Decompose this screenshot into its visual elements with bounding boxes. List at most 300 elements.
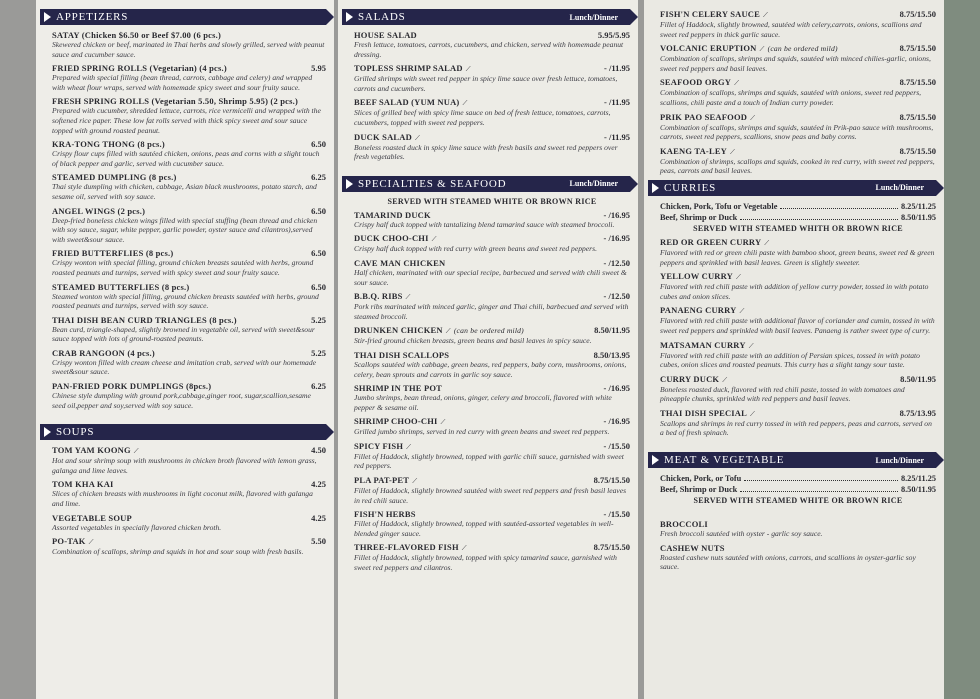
section-title: SPECIALTIES & SEAFOOD bbox=[358, 177, 507, 190]
menu-item-header bbox=[660, 543, 936, 553]
item-name bbox=[354, 258, 445, 268]
item-price: 4.25 bbox=[311, 512, 326, 523]
item-price: 5.95/5.95 bbox=[597, 30, 630, 40]
item-description: Combination of scallops, shrimp and squids in hot and sour soup with fresh basils. bbox=[52, 547, 304, 557]
item-name bbox=[660, 112, 755, 123]
menu-item bbox=[354, 350, 630, 379]
item-name-text: FISH'N CELERY SAUCE bbox=[660, 9, 761, 19]
item-name-text: FRIED SPRING ROLLS (Vegetarian) (4 pcs.) bbox=[52, 63, 227, 74]
section-subtitle: Lunch/Dinner bbox=[569, 179, 618, 189]
item-name-text: DUCK SALAD bbox=[354, 131, 412, 142]
item-name bbox=[52, 139, 165, 149]
menu-item-header bbox=[354, 210, 630, 220]
section-header-meat-vegetable bbox=[648, 452, 936, 468]
option-price: 8.50/11.95 bbox=[900, 212, 936, 222]
item-price: 5.25 bbox=[311, 347, 326, 358]
item-name bbox=[354, 350, 449, 360]
item-description: Prepared with cucumber, shredded lettuce, carrots, rice vermicelli and wrapped with the softened rice paper. These low fat rolls served with thick spicy sweet and sour sauce topped with ground roasted peanut. bbox=[52, 106, 321, 135]
menu-item-header bbox=[660, 408, 936, 419]
served-note: SERVED WITH STEAMED WHITE OR BROWN RICE bbox=[387, 196, 597, 206]
item-price: - /15.50 bbox=[603, 509, 630, 520]
item-name bbox=[354, 97, 468, 108]
item-price: 8.50/11.95 bbox=[594, 325, 630, 336]
menu-item-header bbox=[354, 233, 630, 244]
item-description: Flavored with red or green chili paste with bamboo shoot, green beans, sweet red & green peppers and sprinkled with basil leaves. Green is slightly sweeter. bbox=[660, 247, 935, 267]
item-price: - /12.50 bbox=[603, 257, 630, 268]
item-name-text: RED OR GREEN CURRY bbox=[660, 236, 762, 247]
menu-item-header bbox=[354, 325, 630, 336]
menu-item-header bbox=[354, 30, 630, 40]
item-name-text: SPICY FISH bbox=[354, 440, 404, 451]
item-name bbox=[52, 536, 94, 547]
spicy-icon: ⟋ bbox=[722, 375, 728, 384]
price-option bbox=[660, 201, 936, 212]
item-name bbox=[354, 210, 431, 220]
spicy-icon: ⟋ bbox=[461, 544, 467, 553]
item-name-text: HOUSE SALAD bbox=[354, 30, 417, 40]
item-description: Crispy flour cups filled with sautéed chicken, onions, peas and corns with a slight touch of black pepper and garlic, served with cucumber sauce. bbox=[52, 149, 320, 168]
menu-item bbox=[354, 233, 630, 254]
item-price: - /11.95 bbox=[604, 131, 630, 142]
item-name bbox=[52, 315, 237, 325]
section-title: CURRIES bbox=[664, 181, 717, 194]
menu-item bbox=[354, 383, 630, 412]
menu-item bbox=[354, 97, 630, 127]
menu-item bbox=[52, 30, 326, 59]
menu-item-header bbox=[52, 172, 326, 182]
menu-item bbox=[354, 63, 630, 93]
item-price: 6.25 bbox=[311, 381, 326, 392]
menu-column-1 bbox=[36, 0, 334, 699]
menu-item-header bbox=[52, 315, 326, 325]
item-name-text: THREE-FLAVORED FISH bbox=[354, 542, 459, 553]
item-description: Stir-fried ground chicken breasts, green beans and basil leaves in spicy sauce. bbox=[354, 336, 592, 346]
item-name bbox=[354, 542, 467, 553]
spicy-icon: ⟋ bbox=[133, 447, 139, 456]
item-description: Bean curd, triangle-shaped, slightly browned in vegetable oil, served with sweet&sour sauce topped with lots of ground-roasted peanuts. bbox=[52, 324, 315, 344]
item-name bbox=[660, 340, 754, 351]
option-price: 8.25/11.25 bbox=[900, 474, 936, 484]
spicy-icon: ⟋ bbox=[406, 442, 412, 451]
item-price: 5.50 bbox=[311, 536, 326, 547]
menu-item bbox=[660, 237, 936, 267]
option-price: 8.50/11.95 bbox=[900, 485, 936, 495]
item-name bbox=[660, 237, 769, 248]
item-description: Thai style dumpling with chicken, cabbage, Asian black mushrooms, potato starch, and sesame oil, served with soy sauce. bbox=[52, 182, 317, 201]
background-edge bbox=[944, 0, 980, 699]
menu-item bbox=[52, 381, 326, 410]
item-name-text: THAI DISH SPECIAL bbox=[660, 407, 748, 418]
menu-item bbox=[354, 258, 630, 287]
item-name-text: SHRIMP CHOO-CHI bbox=[354, 416, 438, 427]
item-name bbox=[660, 271, 741, 282]
item-description: Grilled shrimps with sweet red pepper in spicy lime sauce over fresh lettuce, tomatoes, carrots and cucumbers. bbox=[354, 74, 618, 93]
menu-item-header bbox=[354, 350, 630, 360]
menu-item bbox=[52, 139, 326, 168]
item-name-text: MATSAMAN CURRY bbox=[660, 339, 746, 350]
menu-item-header bbox=[52, 206, 326, 216]
item-name-text: CAVE MAN CHICKEN bbox=[354, 257, 446, 268]
item-name-text: CURRY DUCK bbox=[660, 373, 720, 384]
item-name-text: ANGEL WINGS (2 pcs.) bbox=[52, 205, 146, 216]
spacer bbox=[354, 166, 630, 176]
item-description: Scallops sautéed with cabbage, green beans, red peppers, baby corn, mushrooms, onions, celery, bean sprouts and carrots in garlic soy sauce. bbox=[354, 359, 627, 379]
price-option bbox=[660, 473, 936, 484]
spicy-icon: ⟋ bbox=[750, 113, 756, 122]
order-note: (can be ordered mild) bbox=[767, 44, 838, 54]
item-name-text: TOPLESS SHRIMP SALAD bbox=[354, 63, 463, 74]
menu-item-header bbox=[52, 30, 326, 40]
menu-item bbox=[660, 9, 936, 39]
item-name-text: BEEF SALAD (YUM NUA) bbox=[354, 97, 460, 108]
spicy-icon: ⟋ bbox=[412, 477, 418, 486]
menu-item bbox=[660, 340, 936, 370]
item-name bbox=[52, 248, 173, 258]
item-description: Crispy wonton filled with cream cheese and imitation crab, served with our homemade sweet&sour sauce. bbox=[52, 357, 316, 377]
menu-item bbox=[52, 513, 326, 533]
item-price: 8.75/15.50 bbox=[899, 43, 936, 54]
item-name-text: VEGETABLE SOUP bbox=[52, 512, 132, 523]
item-name bbox=[660, 543, 725, 553]
spicy-icon: ⟋ bbox=[739, 307, 745, 316]
item-name-text: BROCCOLI bbox=[660, 519, 708, 530]
menu-item-header bbox=[354, 63, 630, 74]
item-name-text: VOLCANIC ERUPTION bbox=[660, 43, 757, 54]
spicy-icon: ⟋ bbox=[748, 341, 754, 350]
item-name bbox=[660, 408, 755, 419]
item-name bbox=[660, 519, 708, 529]
item-description: Fillet of Haddock, slightly browned, sautéed with celery,carrots, onions, scallions and sweet red peppers in thick garlic sauce. bbox=[660, 20, 922, 39]
menu-item bbox=[354, 542, 630, 572]
item-price: 8.75/13.95 bbox=[899, 407, 936, 418]
menu-item bbox=[660, 43, 936, 73]
item-price: 6.50 bbox=[311, 248, 326, 259]
menu-item bbox=[660, 77, 936, 107]
menu-item-header bbox=[660, 146, 936, 157]
item-name bbox=[52, 30, 221, 40]
menu-item-header bbox=[660, 237, 936, 248]
item-description: Pork ribs marinated with minced garlic, ginger and Thai chili, barbecued and served with steamed broccoli. bbox=[354, 302, 629, 321]
menu-item bbox=[660, 408, 936, 438]
item-price: 4.25 bbox=[311, 479, 326, 490]
item-name-text: TAMARIND DUCK bbox=[354, 209, 431, 220]
menu-column-3 bbox=[644, 0, 944, 699]
item-name bbox=[354, 441, 411, 452]
item-description: Steamed wonton with special filling, ground chicken breasts sautéed with herbs, ground roasted peanuts and turnips, served with soy sauce. bbox=[52, 291, 319, 311]
menu-item-header bbox=[660, 271, 936, 282]
menu-item bbox=[660, 112, 936, 142]
item-name bbox=[354, 30, 417, 40]
menu-item-header bbox=[52, 479, 326, 489]
item-name bbox=[354, 63, 471, 74]
item-price: 6.25 bbox=[311, 172, 326, 183]
item-price: 8.75/15.50 bbox=[899, 77, 936, 88]
menu-item bbox=[354, 132, 630, 162]
menu-item-header bbox=[660, 112, 936, 123]
spicy-icon: ⟋ bbox=[764, 238, 770, 247]
spicy-icon: ⟋ bbox=[405, 293, 411, 302]
item-price: 8.50/13.95 bbox=[593, 349, 630, 360]
menu-item-header bbox=[660, 43, 936, 54]
menu-item-header bbox=[52, 513, 326, 523]
section-subtitle: Lunch/Dinner bbox=[875, 455, 924, 465]
item-name-text: YELLOW CURRY bbox=[660, 271, 734, 282]
menu-item bbox=[660, 271, 936, 301]
menu-item-header bbox=[354, 383, 630, 393]
menu-item bbox=[52, 96, 326, 135]
spicy-icon: ⟋ bbox=[462, 99, 468, 108]
menu-item bbox=[660, 374, 936, 404]
item-price: 5.25 bbox=[311, 314, 326, 325]
item-name-text: PANAENG CURRY bbox=[660, 305, 737, 316]
menu-item bbox=[52, 206, 326, 245]
menu-item-header bbox=[660, 519, 936, 529]
item-price: 8.75/15.50 bbox=[899, 145, 936, 156]
option-name: Beef, Shrimp or Duck bbox=[660, 212, 738, 222]
item-name bbox=[354, 509, 416, 519]
item-description: Roasted cashew nuts sautéed with onions, carrots, and scallions in oyster-garlic soy sauce. bbox=[660, 552, 916, 572]
option-name: Beef, Shrimp or Duck bbox=[660, 485, 738, 495]
item-description: Half chicken, marinated with our special recipe, barbecued and served with chili sweet & sour sauce. bbox=[354, 267, 627, 287]
item-price: - /16.95 bbox=[603, 209, 630, 220]
menu-item bbox=[354, 30, 630, 59]
menu-item-header bbox=[660, 9, 936, 20]
item-name-text: FISH'N HERBS bbox=[354, 509, 416, 520]
item-name-text: STEAMED DUMPLING (8 pcs.) bbox=[52, 172, 177, 183]
dot-leader bbox=[740, 212, 898, 220]
item-name bbox=[52, 96, 298, 106]
item-name-text: FRIED BUTTERFLIES (8 pcs.) bbox=[52, 248, 174, 259]
menu-item-header bbox=[354, 475, 630, 486]
spicy-icon: ⟋ bbox=[730, 147, 736, 156]
item-name bbox=[354, 475, 417, 486]
item-price: - /16.95 bbox=[603, 233, 630, 244]
spacer bbox=[660, 509, 936, 519]
item-price: 5.95 bbox=[311, 63, 326, 74]
menu-item bbox=[52, 63, 326, 92]
menu-item-header bbox=[52, 248, 326, 258]
item-price: - /11.95 bbox=[604, 63, 630, 74]
menu-item-header bbox=[52, 96, 326, 106]
section-title: MEAT & VEGETABLE bbox=[664, 454, 785, 467]
menu-item bbox=[354, 210, 630, 230]
item-price: 8.75/15.50 bbox=[899, 9, 936, 19]
spicy-icon: ⟋ bbox=[759, 45, 765, 54]
menu-item-header bbox=[354, 258, 630, 268]
item-name bbox=[354, 132, 420, 143]
menu-item-header bbox=[52, 63, 326, 73]
option-name: Chicken, Pork, or Tofu bbox=[660, 474, 742, 484]
spicy-icon: ⟋ bbox=[763, 11, 769, 19]
item-description: Fillet of Haddock, slightly browned sautéed with sweet red peppers and fresh basil leaves in red chili sauce. bbox=[354, 486, 627, 505]
item-description: Crispy wonton with special filling, ground chicken breasts sautéed with herbs, ground roasted peanuts and turnips, served with spicy sweet and sour fruity sauce. bbox=[52, 258, 314, 277]
item-price: 6.50 bbox=[311, 281, 326, 292]
item-name-text: CRAB RANGOON (4 pcs.) bbox=[52, 347, 155, 358]
item-name bbox=[354, 325, 524, 336]
item-name-text: PLA PAT-PET bbox=[354, 475, 410, 486]
item-name-text: PO-TAK bbox=[52, 536, 86, 547]
menu-item-header bbox=[354, 542, 630, 553]
item-description: Boneless roasted duck in spicy lime sauce with fresh basils and sweet red peppers over fresh vegetables. bbox=[354, 142, 618, 162]
menu-column-2 bbox=[338, 0, 638, 699]
dot-leader bbox=[780, 201, 898, 209]
section-header-curries bbox=[648, 180, 936, 196]
menu-item-header bbox=[52, 381, 326, 391]
menu-item-header bbox=[52, 139, 326, 149]
item-name bbox=[52, 381, 211, 391]
menu-item-header bbox=[660, 340, 936, 351]
item-description: Grilled jumbo shrimps, served in red curry with green beans and sweet red peppers. bbox=[354, 427, 610, 437]
item-name-text: B.B.Q. RIBS bbox=[354, 291, 403, 302]
item-name-text: DUCK CHOO-CHI bbox=[354, 233, 429, 244]
item-description: Prepared with special filling (bean thread, carrots, cabbage and celery) and wrapped with wheat flour wraps, served with homemade spicy sweet and sour fruity sauce. bbox=[52, 73, 313, 92]
menu-item-header bbox=[52, 445, 326, 456]
item-name-text: PRIK PAO SEAFOOD bbox=[660, 111, 748, 122]
item-description: Slices of chicken breasts with mushrooms in light coconut milk, flavored with galanga and lime. bbox=[52, 489, 313, 509]
item-price: 8.75/15.50 bbox=[593, 542, 630, 553]
menu-item bbox=[354, 509, 630, 538]
item-description: Crispy half duck topped with red curry with green beans and sweet red peppers. bbox=[354, 244, 597, 254]
item-price: 4.50 bbox=[311, 445, 326, 456]
item-name-text: THAI DISH SCALLOPS bbox=[354, 349, 450, 360]
item-name bbox=[52, 445, 139, 456]
menu-item-header bbox=[354, 509, 630, 519]
item-description: Crispy half duck topped with tantalizing blend tamarind sauce with steamed broccoli. bbox=[354, 219, 615, 229]
spicy-icon: ⟋ bbox=[414, 133, 421, 142]
item-description: Boneless roasted duck, flavored with red chili paste, tossed in with tomatoes and pineapple chunks, sprinkled with red peppers and basil leaves. bbox=[660, 384, 905, 404]
item-price: 8.75/15.50 bbox=[899, 111, 936, 122]
item-description: Assorted vegetables in specially flavored chicken broth. bbox=[52, 522, 222, 532]
item-name-text: DRUNKEN CHICKEN bbox=[354, 325, 443, 336]
option-name: Chicken, Pork, Tofu or Vegetable bbox=[660, 201, 778, 211]
item-description: Fillet of Haddock, slightly browned, topped with sautéed-assorted vegetables in well-blended ginger sauce. bbox=[354, 519, 614, 538]
menu-item-header bbox=[354, 97, 630, 108]
item-price: 6.50 bbox=[311, 139, 326, 150]
menu-item-header bbox=[354, 416, 630, 427]
section-title: APPETIZERS bbox=[56, 11, 129, 23]
item-name-text: KRA-TONG THONG (8 pcs.) bbox=[52, 139, 165, 150]
item-name bbox=[660, 374, 727, 385]
spicy-icon: ⟋ bbox=[88, 538, 94, 547]
menu-item bbox=[52, 445, 326, 475]
menu-item bbox=[354, 441, 630, 471]
menu-item bbox=[660, 543, 936, 572]
dot-leader bbox=[744, 473, 898, 481]
price-option bbox=[660, 484, 936, 495]
section-header-specialties-seafood bbox=[342, 176, 630, 192]
menu-item-header bbox=[52, 348, 326, 358]
item-name-text: FRESH SPRING ROLLS (Vegetarian 5.50, Shrimp 5.95) (2 pcs.) bbox=[52, 96, 298, 107]
item-description: Slices of grilled beef with spicy lime sauce on bed of fresh lettuce, tomatoes, carrots, cucumbers, topped with sweet red peppers. bbox=[354, 108, 611, 127]
item-name-text: TOM KHA KAI bbox=[52, 479, 114, 490]
item-description: Flavored with red chili paste with additional flavor of coriander and cumin, tossed in with sweet red peppers and sprinkled with basil leaves. Panaeng is rather sweet type of curry. bbox=[660, 316, 935, 335]
menu-item bbox=[354, 291, 630, 321]
menu-item-header bbox=[354, 291, 630, 302]
menu-item bbox=[52, 248, 326, 277]
item-name bbox=[52, 172, 176, 182]
item-description: Fillet of Haddock, slightly browned, topped with garlic chili sauce, garnished with sweet red peppers. bbox=[354, 451, 624, 471]
spicy-icon: ⟋ bbox=[431, 235, 437, 244]
item-name bbox=[660, 77, 739, 88]
item-description: Hot and sour shrimp soup with mushrooms in chicken broth flavored with lemon grass, galanga and lime leaves. bbox=[52, 456, 317, 475]
menu-item-header bbox=[52, 282, 326, 292]
item-description: Fresh lettuce, tomatoes, carrots, cucumbers, and chicken, served with homemade peanut dressing. bbox=[354, 40, 624, 59]
menu-item-header bbox=[660, 77, 936, 88]
item-name bbox=[660, 9, 768, 20]
item-description: Combination of scallops, shrimps and squids, sautéed in Prik-pao sauce with mushrooms, carrots, sweet red peppers, scallions, snow peas and baby corns. bbox=[660, 122, 934, 142]
menu-item-header bbox=[660, 305, 936, 316]
item-price: - /12.50 bbox=[603, 291, 630, 302]
item-name-text: PAN-FRIED PORK DUMPLINGS (8pcs.) bbox=[52, 381, 212, 392]
menu-item bbox=[52, 479, 326, 508]
item-description: Combination of scallops, shrimps and squids, sautéed with onions, sweet red peppers, scallions, chili paste and a touch of Indian curry powder. bbox=[660, 88, 922, 107]
menu-item bbox=[660, 519, 936, 539]
menu-item bbox=[660, 305, 936, 335]
section-subtitle: Lunch/Dinner bbox=[875, 183, 924, 193]
item-name bbox=[52, 282, 189, 292]
section-header-salads bbox=[342, 9, 630, 25]
spicy-icon: ⟋ bbox=[750, 409, 756, 418]
spicy-icon: ⟋ bbox=[734, 79, 740, 88]
option-price: 8.25/11.25 bbox=[900, 201, 936, 211]
item-description: Chinese style dumpling with ground pork,cabbage,ginger root, sugar,scallion,sesame seed oil,pepper and soy,served with soy sauce. bbox=[52, 391, 311, 410]
section-header-soups bbox=[40, 424, 326, 440]
item-name bbox=[52, 63, 227, 73]
menu-item-header bbox=[354, 132, 630, 143]
spicy-icon: ⟋ bbox=[465, 65, 471, 74]
item-name bbox=[660, 305, 745, 316]
item-description: Scallops and shrimps in red curry tossed in with red peppers, peas and carrots, served on a bed of fresh spinach. bbox=[660, 418, 932, 438]
menu-item bbox=[354, 416, 630, 437]
item-description: Flavored with red chili paste with addition of yellow curry powder, tossed in with potato cubes and onion slices. bbox=[660, 282, 929, 301]
menu-item-header bbox=[52, 536, 326, 547]
item-name bbox=[52, 348, 155, 358]
item-description: Flavored with red chili paste with an addition of Persian spices, tossed in with potato cubes, onion slices and roasted peanuts. This curry has a slight tangy sour taste. bbox=[660, 350, 920, 370]
item-name-text: STEAMED BUTTERFLIES (8 pcs.) bbox=[52, 281, 190, 292]
item-price: 8.50/11.95 bbox=[900, 373, 936, 384]
menu-item bbox=[52, 315, 326, 344]
item-name bbox=[660, 146, 735, 157]
spicy-icon: ⟋ bbox=[440, 418, 446, 427]
section-title: SOUPS bbox=[56, 426, 95, 439]
item-description: Combination of shrimps, scallops and squids, cooked in red curry, with sweet red peppers, peas, carrots and basil leaves. bbox=[660, 156, 935, 176]
item-name-text: SEAFOOD ORGY bbox=[660, 77, 732, 88]
item-name-text: THAI DISH BEAN CURD TRIANGLES (8 pcs.) bbox=[52, 314, 237, 325]
spicy-icon: ⟋ bbox=[736, 273, 742, 282]
item-name-text: KAENG TA-LEY bbox=[660, 145, 728, 156]
item-name-text: TOM YAM KOONG bbox=[52, 445, 131, 456]
menu-item bbox=[52, 536, 326, 557]
item-name-text: SHRIMP IN THE POT bbox=[354, 383, 443, 394]
section-header-appetizers bbox=[40, 9, 326, 25]
item-name-text: SATAY (Chicken $6.50 or Beef $7.00 (6 pcs.) bbox=[52, 30, 221, 40]
item-price: - /11.95 bbox=[604, 97, 630, 108]
item-description: Fillet of Haddock, slightly browned, topped with spicy tamarind sauce, garnished with sweet red peppers and cilantros. bbox=[354, 553, 617, 573]
item-name bbox=[52, 479, 114, 489]
served-note: SERVED WITH STEAMED WHITH OR BROWN RICE bbox=[693, 223, 903, 233]
item-price: 6.50 bbox=[311, 205, 326, 216]
menu-item bbox=[354, 475, 630, 505]
price-option bbox=[660, 212, 936, 223]
menu-item bbox=[52, 172, 326, 201]
item-description: Skewered chicken or beef, marinated in Thai herbs and slowly grilled, served with peanut sauce and cucumber sauce. bbox=[52, 40, 325, 59]
section-subtitle: Lunch/Dinner bbox=[569, 12, 618, 22]
menu-item-header bbox=[660, 374, 936, 385]
spacer bbox=[660, 442, 936, 452]
item-price: - /16.95 bbox=[603, 416, 630, 427]
dot-leader bbox=[740, 484, 898, 492]
item-name bbox=[354, 291, 411, 302]
